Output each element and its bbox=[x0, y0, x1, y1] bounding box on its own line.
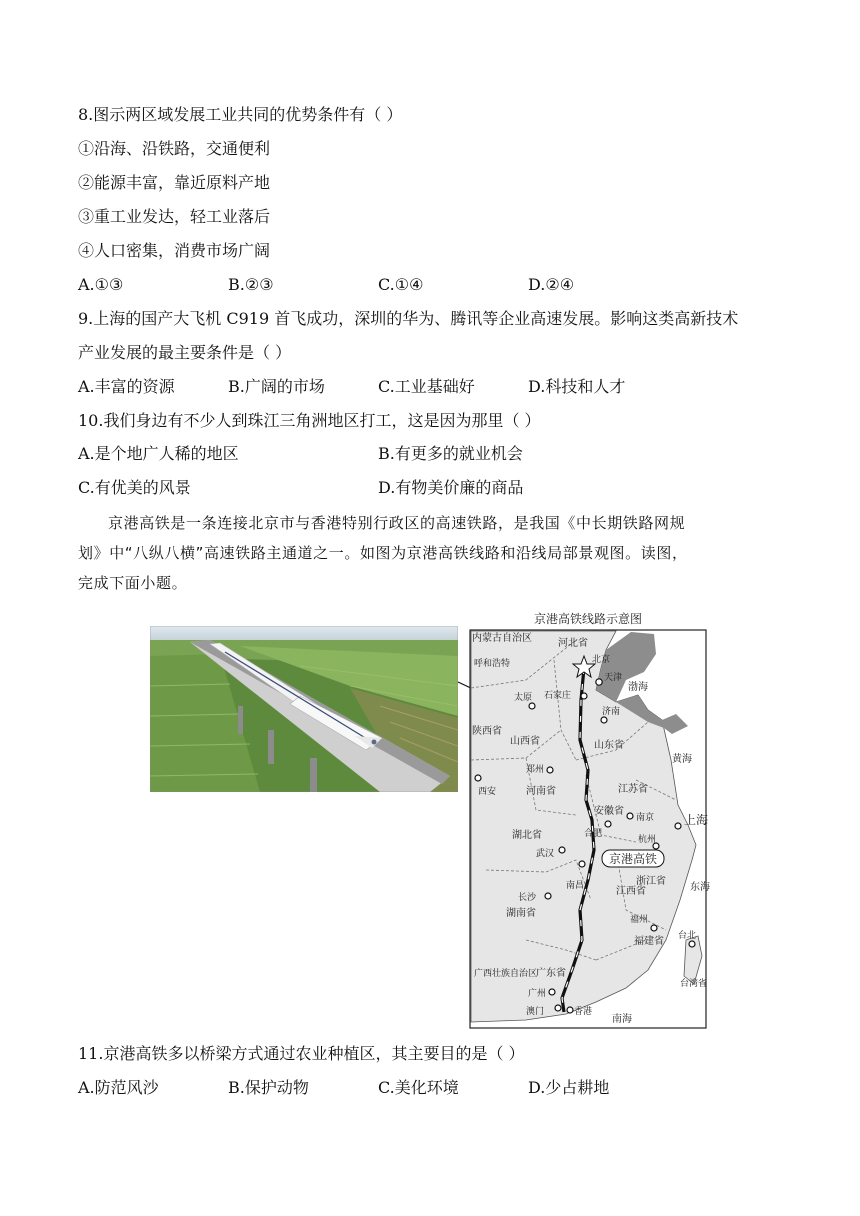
region-taiwan: 台湾省 bbox=[680, 979, 708, 989]
q8-statement-3: ③重工业发达，轻工业落后 bbox=[78, 207, 271, 226]
q10-option-a[interactable]: A.是个地广人稀的地区 bbox=[78, 444, 239, 463]
city-hefei: 合肥 bbox=[584, 829, 603, 839]
intro-line-1-text: 京港高铁是一条连接北京市与香港特别行政区的高速铁路，是我国《中长期铁路网规 bbox=[108, 514, 686, 532]
q9-stem-line2: 产业发展的最主要条件是（ ） bbox=[78, 343, 292, 362]
intro-paragraph bbox=[78, 508, 788, 598]
sea-bohai: 渤海 bbox=[628, 682, 648, 693]
sea-huanghai: 黄海 bbox=[672, 754, 692, 765]
region-guangxi: 广西壮族自治区 bbox=[474, 969, 538, 979]
jinggang-railway-map bbox=[466, 610, 710, 1030]
region-jiangxi: 江西省 bbox=[616, 886, 646, 897]
region-shandong: 山东省 bbox=[594, 740, 624, 751]
city-hangzhou: 杭州 bbox=[638, 835, 657, 845]
region-zhejiang: 浙江省 bbox=[636, 876, 666, 887]
q11-option-d[interactable]: D.少占耕地 bbox=[528, 1078, 610, 1097]
city-changsha: 长沙 bbox=[518, 893, 537, 903]
q8-stem: 8.图示两区域发展工业共同的优势条件有（ ） bbox=[78, 105, 403, 124]
city-taiyuan: 太原 bbox=[514, 693, 533, 703]
region-hunan: 湖南省 bbox=[506, 908, 536, 919]
q11-option-c[interactable]: C.美化环境 bbox=[378, 1078, 459, 1097]
route-label: 京港高铁 bbox=[608, 852, 658, 866]
q9-option-c[interactable]: C.工业基础好 bbox=[378, 377, 475, 396]
map-title: 京港高铁线路示意图 bbox=[533, 612, 643, 626]
intro-line-1 bbox=[78, 508, 788, 538]
region-hubei: 湖北省 bbox=[512, 830, 542, 841]
region-henan: 河南省 bbox=[526, 786, 556, 797]
q9-option-a[interactable]: A.丰富的资源 bbox=[78, 377, 175, 396]
city-tianjin: 天津 bbox=[604, 673, 623, 683]
sea-donghai: 东海 bbox=[690, 882, 710, 893]
q9-option-b[interactable]: B.广阔的市场 bbox=[228, 377, 325, 396]
intro-line-3: 完成下面小题。 bbox=[78, 574, 188, 592]
q8-option-d[interactable]: D.②④ bbox=[528, 275, 575, 294]
city-xian: 西安 bbox=[478, 787, 497, 797]
region-guangdong: 广东省 bbox=[536, 968, 566, 979]
q8-statement-2: ②能源丰富，靠近原料产地 bbox=[78, 173, 271, 192]
city-jinan: 济南 bbox=[602, 707, 621, 717]
city-nanjing: 南京 bbox=[636, 813, 655, 823]
sea-nanhai: 南海 bbox=[612, 1014, 632, 1025]
city-huhehaote: 呼和浩特 bbox=[474, 659, 511, 669]
region-fujian: 福建省 bbox=[634, 936, 664, 947]
q10-stem: 10.我们身边有不少人到珠江三角洲地区打工，这是因为那里（ ） bbox=[78, 411, 541, 430]
city-guangzhou: 广州 bbox=[528, 989, 547, 999]
q11-option-b[interactable]: B.保护动物 bbox=[228, 1078, 309, 1097]
q8-option-b[interactable]: B.②③ bbox=[228, 275, 274, 294]
city-shijiazhuang: 石家庄 bbox=[544, 691, 572, 701]
city-taibei: 台北 bbox=[678, 931, 697, 941]
city-xianggang: 香港 bbox=[574, 1007, 593, 1017]
q11-stem: 11.京港高铁多以桥梁方式通过农业种植区，其主要目的是（ ） bbox=[78, 1044, 525, 1063]
q11-option-a[interactable]: A.防范风沙 bbox=[78, 1078, 159, 1097]
region-anhui: 安徽省 bbox=[594, 806, 624, 817]
region-shaanxi: 陕西省 bbox=[472, 726, 502, 737]
region-shanxi: 山西省 bbox=[510, 736, 540, 747]
city-nanchang: 南昌 bbox=[566, 881, 585, 891]
q9-option-d[interactable]: D.科技和人才 bbox=[528, 377, 626, 396]
region-jiangsu: 江苏省 bbox=[618, 784, 648, 795]
region-hebei: 河北省 bbox=[558, 638, 588, 649]
q8-option-a[interactable]: A.①③ bbox=[78, 275, 124, 294]
city-beijing: 北京 bbox=[592, 655, 611, 665]
q10-option-d[interactable]: D.有物美价廉的商品 bbox=[378, 478, 524, 497]
train-viaduct-photo bbox=[150, 626, 458, 792]
city-fuzhou: 福州 bbox=[630, 915, 649, 925]
q9-stem-line1: 9.上海的国产大飞机 C919 首飞成功，深圳的华为、腾讯等企业高速发展。影响这类高新技术 bbox=[78, 309, 739, 328]
q10-option-c[interactable]: C.有优美的风景 bbox=[78, 478, 191, 497]
q8-statement-4: ④人口密集，消费市场广阔 bbox=[78, 241, 271, 260]
intro-line-2: 划》中“八纵八横”高速铁路主通道之一。如图为京港高铁线路和沿线局部景观图。读图， bbox=[78, 544, 688, 562]
city-aomen: 澳门 bbox=[526, 1007, 545, 1017]
q8-option-c[interactable]: C.①④ bbox=[378, 275, 424, 294]
city-wuhan: 武汉 bbox=[536, 849, 555, 859]
city-shanghai: 上海 bbox=[684, 813, 709, 827]
city-zhengzhou: 郑州 bbox=[526, 765, 545, 775]
q10-option-b[interactable]: B.有更多的就业机会 bbox=[378, 444, 523, 463]
q8-statement-1: ①沿海、沿铁路，交通便利 bbox=[78, 139, 271, 158]
region-neimenggu: 内蒙古自治区 bbox=[472, 633, 532, 644]
